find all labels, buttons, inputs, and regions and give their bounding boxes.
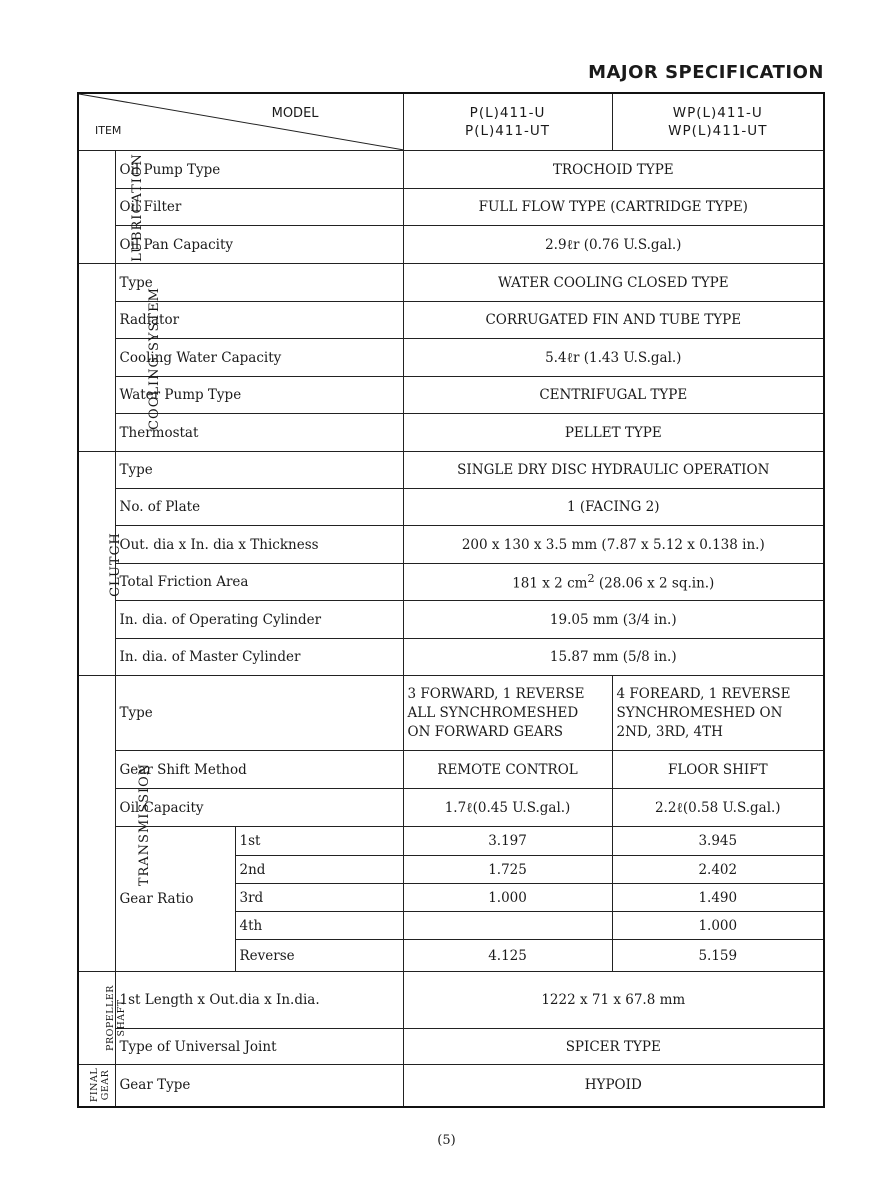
gear-ratio-col1: 1.000: [403, 884, 612, 912]
model-col2-line1: WP(L)411-U: [672, 105, 763, 121]
model-label: MODEL: [271, 106, 319, 121]
item-value: SINGLE DRY DISC HYDRAULIC OPERATION: [403, 452, 824, 489]
item-label: Type of Universal Joint: [115, 1029, 403, 1065]
gear-ratio-col2: 1.000: [612, 912, 824, 940]
item-label: Type: [115, 264, 403, 302]
header-diagonal: [79, 94, 404, 150]
item-value: 5.4ℓr (1.43 U.S.gal.): [403, 339, 824, 377]
oil-capacity-col1: 1.7ℓ(0.45 U.S.gal.): [403, 789, 612, 827]
row-oil-pump-type: [78, 151, 824, 189]
gear-ratio-col2: 3.945: [612, 827, 824, 856]
row-total-friction-area: [78, 564, 824, 601]
item-label: Gear Type: [115, 1065, 403, 1107]
shift-method-col2: FLOOR SHIFT: [612, 751, 824, 789]
row-gear-ratio-1st: [78, 827, 824, 856]
row-master-cylinder: [78, 639, 824, 676]
row-cooling-type: [78, 264, 824, 302]
item-label: No. of Plate: [115, 489, 403, 526]
item-label: Total Friction Area: [115, 564, 403, 601]
item-value: HYPOID: [403, 1065, 824, 1107]
row-oil-filter: [78, 189, 824, 226]
oil-capacity-col2: 2.2ℓ(0.58 U.S.gal.): [612, 789, 824, 827]
model-col1-line2: P(L)411-UT: [465, 123, 551, 139]
item-label: Out. dia x In. dia x Thickness: [115, 526, 403, 564]
page-title: MAJOR SPECIFICATION: [588, 62, 824, 83]
gear-name: 2nd: [235, 856, 403, 884]
row-clutch-type: [78, 452, 824, 489]
section-label: [105, 985, 127, 1051]
section-label: CLUTCH: [107, 531, 123, 597]
item-label: Water Pump Type: [115, 377, 403, 414]
section-clutch: [78, 452, 123, 676]
item-label: 1st Length x Out.dia x In.dia.: [115, 972, 403, 1029]
row-number-of-plate: [78, 489, 824, 526]
model-column-2: [612, 93, 824, 151]
row-oil-capacity: [78, 789, 824, 827]
section-label-line2: GEAR: [100, 1069, 112, 1101]
model-column-1: [403, 93, 612, 151]
gear-name: 4th: [235, 912, 403, 940]
type-col1-line2: ALL SYNCHROMESHED: [407, 704, 579, 721]
section-propeller-shaft: [78, 972, 127, 1065]
item-value: PELLET TYPE: [403, 414, 824, 452]
gear-name: Reverse: [235, 940, 403, 972]
type-col2-line2: SYNCHROMESHED ON: [616, 704, 783, 721]
gear-ratio-col2: 5.159: [612, 940, 824, 972]
gear-ratio-col1: 3.197: [403, 827, 612, 856]
row-thermostat: [78, 414, 824, 452]
item-label: Gear Shift Method: [115, 751, 403, 789]
section-label-line1: PROPELLER: [104, 984, 116, 1051]
type-col1-line1: 3 FORWARD, 1 REVERSE: [407, 685, 585, 702]
item-label: Oil Pan Capacity: [115, 226, 403, 264]
item-label: Oil Filter: [115, 189, 403, 226]
item-label: Thermostat: [115, 414, 403, 452]
item-value: SPICER TYPE: [403, 1029, 824, 1065]
row-final-gear-type: [78, 1065, 824, 1107]
section-label: LUBRICATION: [129, 153, 145, 262]
section-label: TRANSMISSION: [137, 762, 153, 886]
gear-ratio-col1: [403, 912, 612, 940]
item-value: 15.87 mm (5/8 in.): [403, 639, 824, 676]
page-number: (5): [437, 1133, 456, 1148]
item-value: WATER COOLING CLOSED TYPE: [403, 264, 824, 302]
row-clutch-dimensions: [78, 526, 824, 564]
gear-ratio-col1: 4.125: [403, 940, 612, 972]
gear-name: 3rd: [235, 884, 403, 912]
section-final-gear: [78, 1065, 115, 1107]
gear-ratio-col1: 1.725: [403, 856, 612, 884]
row-water-pump-type: [78, 377, 824, 414]
section-label: [89, 1068, 111, 1102]
item-value: 200 x 130 x 3.5 mm (7.87 x 5.12 x 0.138 in.): [403, 526, 824, 564]
model-col1-line1: P(L)411-U: [469, 105, 546, 121]
row-oil-pan-capacity: [78, 226, 824, 264]
item-value: 1 (FACING 2): [403, 489, 824, 526]
section-lubrication: [78, 151, 145, 264]
header-row: [78, 93, 824, 151]
shift-method-col1: REMOTE CONTROL: [403, 751, 612, 789]
specification-table: [77, 92, 825, 1108]
item-label: In. dia. of Operating Cylinder: [115, 601, 403, 639]
item-value: 1222 x 71 x 67.8 mm: [403, 972, 824, 1029]
item-value: CORRUGATED FIN AND TUBE TYPE: [403, 302, 824, 339]
row-radiator: [78, 302, 824, 339]
row-gear-shift-method: [78, 751, 824, 789]
friction-area-superscript: 2: [587, 572, 595, 586]
row-universal-joint: [78, 1029, 824, 1065]
item-value: CENTRIFUGAL TYPE: [403, 377, 824, 414]
item-label: ITEM: [95, 124, 122, 137]
friction-area-tail: (28.06 x 2 sq.in.): [594, 575, 715, 592]
item-value: 19.05 mm (3/4 in.): [403, 601, 824, 639]
item-label: Type: [115, 676, 403, 751]
item-value: [403, 564, 824, 601]
item-label: Type: [115, 452, 403, 489]
type-col2-line1: 4 FOREARD, 1 REVERSE: [616, 685, 791, 702]
item-value: FULL FLOW TYPE (CARTRIDGE TYPE): [403, 189, 824, 226]
row-transmission-type: [78, 676, 824, 751]
item-value: TROCHOID TYPE: [403, 151, 824, 189]
item-label: In. dia. of Master Cylinder: [115, 639, 403, 676]
item-value: 2.9ℓr (0.76 U.S.gal.): [403, 226, 824, 264]
gear-name: 1st: [235, 827, 403, 856]
transmission-type-col2: [612, 676, 824, 751]
row-cooling-water-capacity: [78, 339, 824, 377]
friction-area-main: 181 x 2 cm: [512, 575, 588, 592]
transmission-type-col1: [403, 676, 612, 751]
gear-ratio-col2: 2.402: [612, 856, 824, 884]
row-propeller-length: [78, 972, 824, 1029]
gear-ratio-label: Gear Ratio: [115, 827, 235, 972]
gear-ratio-col2: 1.490: [612, 884, 824, 912]
model-item-header: [78, 93, 403, 151]
model-col2-line2: WP(L)411-UT: [668, 123, 768, 139]
section-label: COOLING SYSTEM: [146, 286, 162, 430]
item-label: Cooling Water Capacity: [115, 339, 403, 377]
type-col2-line3: 2ND, 3RD, 4TH: [616, 723, 723, 740]
section-label-line1: FINAL: [89, 1067, 101, 1102]
section-label-line2: SHAFT: [115, 998, 127, 1037]
item-label: Oil Pump Type: [115, 151, 403, 189]
item-label: Radiator: [115, 302, 403, 339]
item-label: Oil Capacity: [115, 789, 403, 827]
type-col1-line3: ON FORWARD GEARS: [407, 723, 564, 740]
row-operating-cylinder: [78, 601, 824, 639]
